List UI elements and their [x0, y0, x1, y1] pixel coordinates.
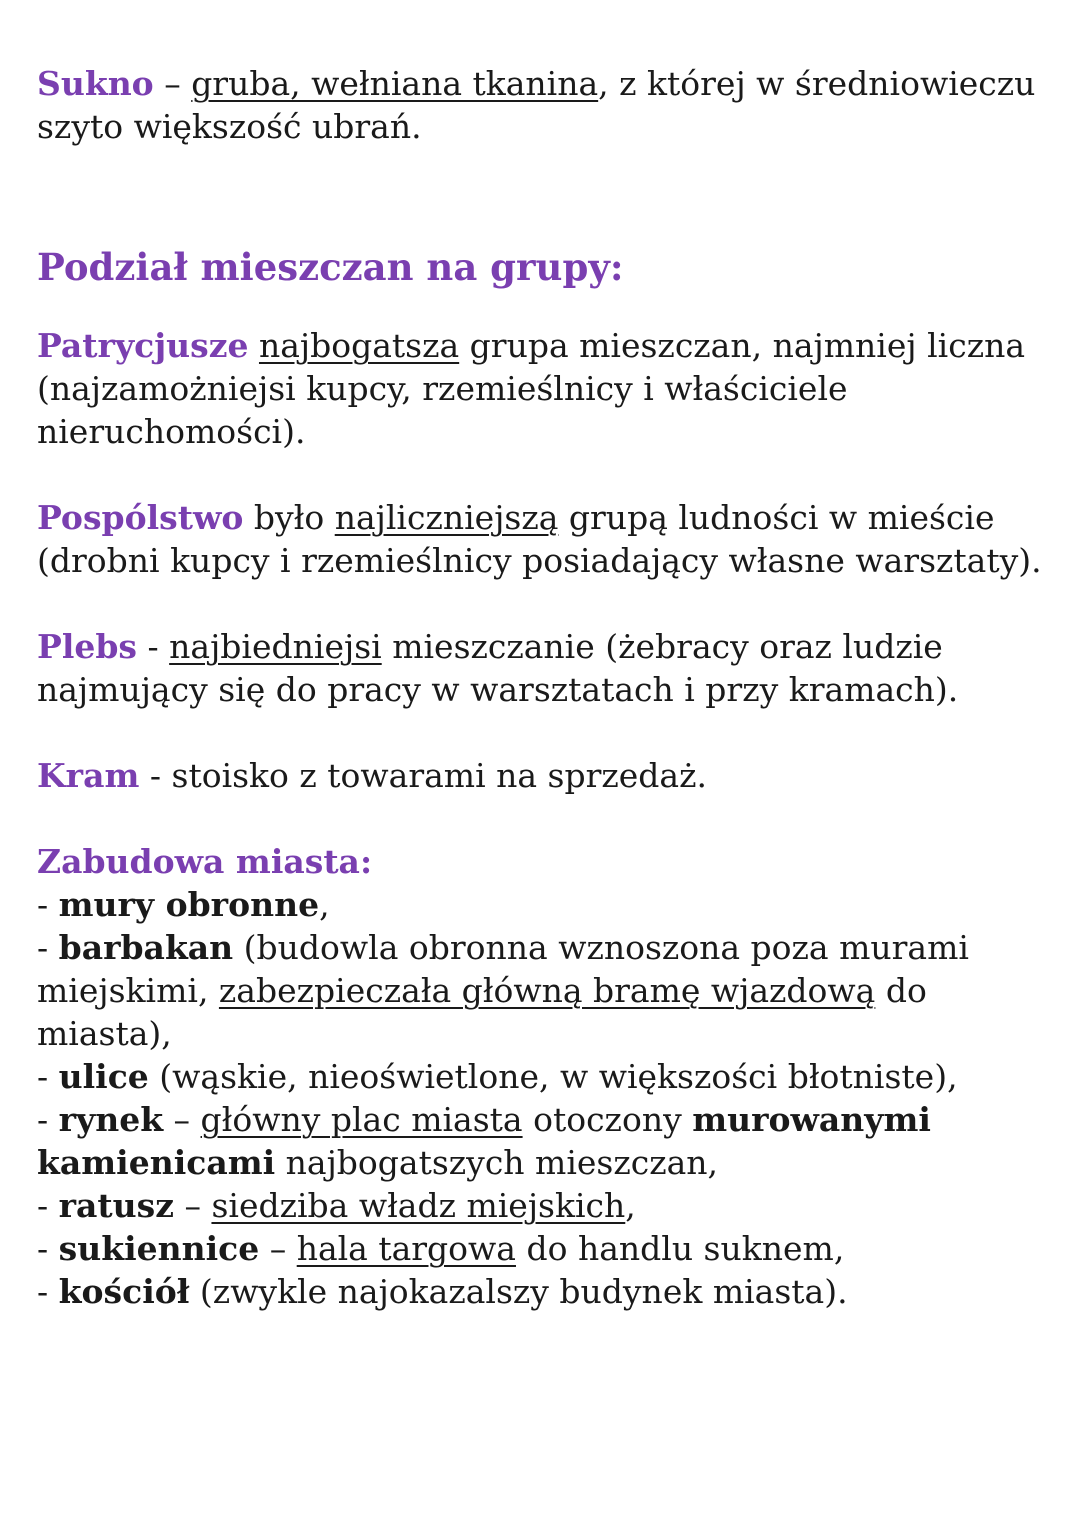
separator: –	[163, 1100, 201, 1139]
item-text: najbogatszych mieszczan,	[275, 1143, 719, 1182]
list-dash: -	[37, 885, 59, 924]
definition-text: mieszczanie (żebracy oraz ludzie najmujący się do pracy w warsztatach i przy kramach).	[37, 627, 959, 709]
definition-text: grupa mieszczan, najmniej liczna (najzamożniejsi kupcy, rzemieślnicy i właściciele nieruchomości).	[37, 326, 1026, 451]
term-patrycjusze: Patrycjusze	[37, 326, 249, 365]
underlined-word: najbogatsza	[258, 326, 460, 365]
underlined-word: najbiedniejsi	[169, 627, 382, 666]
bold-term: barbakan	[58, 928, 234, 967]
bold-term: rynek	[58, 1100, 164, 1139]
document-page	[37, 62, 1057, 1313]
item-text: ,	[319, 885, 330, 924]
list-item-ratusz	[37, 1184, 1057, 1227]
bold-term: ratusz	[58, 1186, 174, 1225]
definition-sukno	[37, 62, 1057, 148]
definition-text: , z której w średniowieczu szyto większość ubrań.	[37, 64, 1036, 146]
definition-text: grupą ludności w mieście (drobni kupcy i rzemieślnicy posiadający własne warsztaty).	[37, 498, 1042, 580]
bold-term: mury obronne	[58, 885, 320, 924]
list-item-kosciol	[37, 1270, 1057, 1313]
item-text: (budowla obronna wznoszona poza murami miejskimi,	[37, 928, 969, 1010]
item-text: do handlu suknem,	[515, 1229, 845, 1268]
item-text: ,	[625, 1186, 636, 1225]
definition-text: -	[137, 627, 170, 666]
term-kram: Kram	[37, 756, 140, 795]
list-item-rynek	[37, 1098, 1057, 1184]
list-item-ulice	[37, 1055, 1057, 1098]
definition-text: - stoisko z towarami na sprzedaż.	[139, 756, 707, 795]
bold-term: ulice	[58, 1057, 149, 1096]
separator	[248, 326, 259, 365]
underlined-definition: gruba, wełniana tkanina	[191, 64, 599, 103]
section-heading-groups: Podział mieszczan na grupy:	[37, 245, 624, 289]
list-item-mury	[37, 883, 1057, 926]
dash: –	[153, 64, 192, 103]
section-city-buildings	[37, 840, 1057, 1313]
definition-pospolstwo	[37, 496, 1057, 582]
list-dash: -	[37, 928, 59, 967]
term-sukno: Sukno	[37, 64, 154, 103]
bold-term: kościół	[58, 1272, 190, 1311]
list-dash: -	[37, 1272, 59, 1311]
separator: –	[259, 1229, 297, 1268]
definition-patrycjusze	[37, 324, 1057, 453]
item-text: (wąskie, nieoświetlone, w większości błotniste),	[148, 1057, 958, 1096]
bold-phrase: murowanymi kamienicami	[37, 1100, 931, 1182]
term-pospolstwo: Pospólstwo	[37, 498, 244, 537]
definition-text: było	[243, 498, 335, 537]
list-dash: -	[37, 1100, 59, 1139]
underlined-phrase: zabezpieczała główną bramę wjazdową	[218, 971, 876, 1010]
underlined-word: najliczniejszą	[334, 498, 559, 537]
underlined-phrase: hala targowa	[296, 1229, 516, 1268]
item-text: (zwykle najokazalszy budynek miasta).	[189, 1272, 848, 1311]
section-heading-city: Zabudowa miasta:	[37, 842, 373, 881]
list-dash: -	[37, 1057, 59, 1096]
item-text: otoczony	[522, 1100, 693, 1139]
list-item-sukiennice	[37, 1227, 1057, 1270]
underlined-phrase: główny plac miasta	[200, 1100, 523, 1139]
bold-term: sukiennice	[58, 1229, 260, 1268]
term-plebs: Plebs	[37, 627, 137, 666]
separator: –	[173, 1186, 212, 1225]
definition-plebs	[37, 625, 1057, 711]
list-dash: -	[37, 1186, 59, 1225]
underlined-phrase: siedziba władz miejskich	[211, 1186, 626, 1225]
list-item-barbakan	[37, 926, 1057, 1055]
list-dash: -	[37, 1229, 59, 1268]
item-text: do miasta),	[37, 971, 927, 1053]
definition-kram	[37, 754, 1057, 797]
